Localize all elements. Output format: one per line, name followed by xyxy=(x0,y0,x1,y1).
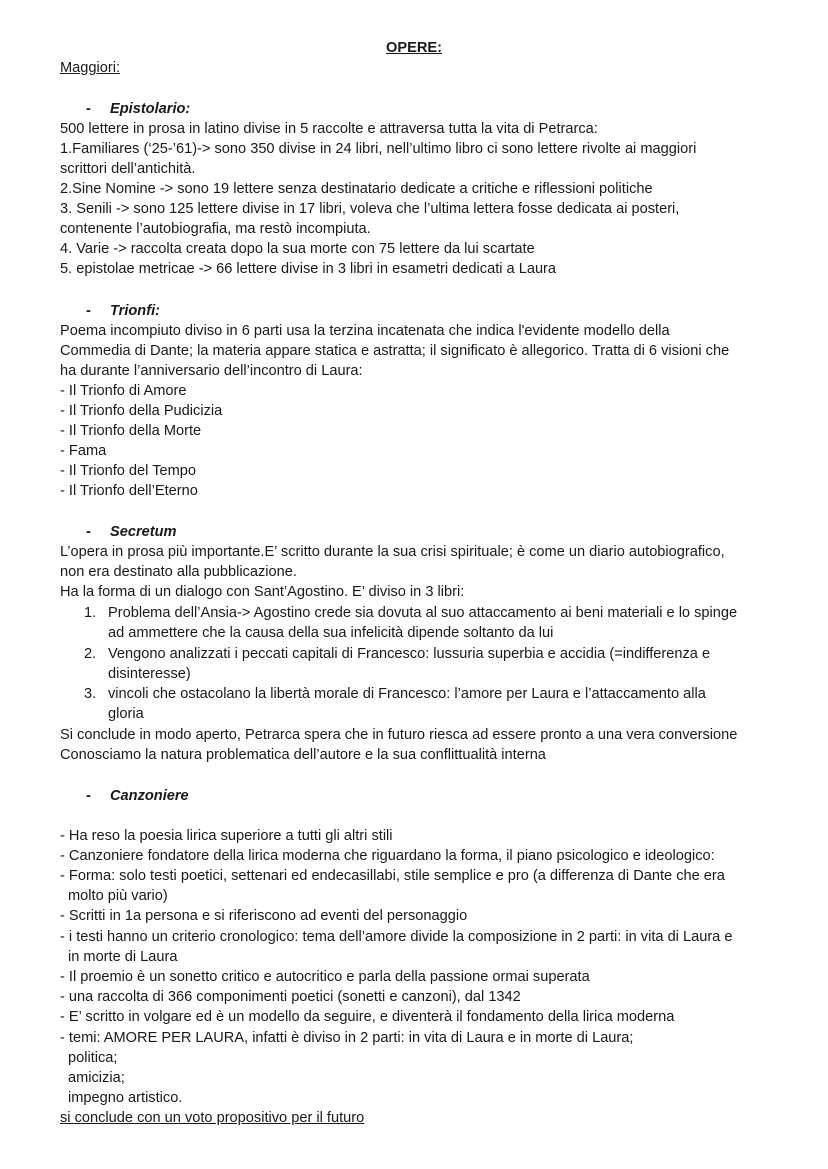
page-title: OPERE: xyxy=(386,40,442,56)
section-heading-canzoniere: - Canzoniere xyxy=(86,788,189,804)
numbered-item-continuation: disinteresse) xyxy=(108,666,191,682)
list-item-continuation: amicizia; xyxy=(68,1070,125,1086)
paragraph-line: 2.Sine Nomine -> sono 19 lettere senza destinatario dedicate a critiche e riflessioni politiche xyxy=(60,181,653,197)
list-item: - i testi hanno un criterio cronologico: tema dell’amore divide la composizione in 2 parti: in vita di Laura e xyxy=(60,929,733,945)
numbered-item: 3. vincoli che ostacolano la libertà morale di Francesco: l’amore per Laura e l’attaccamento alla xyxy=(84,686,706,702)
list-item-continuation: in morte di Laura xyxy=(68,949,178,965)
numbered-item: 2. Vengono analizzati i peccati capitali di Francesco: lussuria superbia e accidia (=indifferenza e xyxy=(84,646,711,662)
paragraph-line: non era destinato alla pubblicazione. xyxy=(60,564,297,580)
section-heading-epistolario: - Epistolario: xyxy=(86,101,191,117)
paragraph-line: Commedia di Dante; la materia appare statica e astratta; il significato è allegorico. Tratta di 6 visioni che xyxy=(60,343,730,359)
section-heading-trionfi: - Trionfi: xyxy=(86,303,160,319)
section-heading-secretum: - Secretum xyxy=(86,524,177,540)
list-item: - Il Trionfo di Amore xyxy=(60,383,187,399)
paragraph-line: contenente l’autobiografia, ma restò incompiuta. xyxy=(60,221,371,237)
closing-line: si conclude con un voto propositivo per il futuro xyxy=(60,1110,365,1126)
page-subtitle: Maggiori: xyxy=(60,60,121,76)
list-item: - Canzoniere fondatore della lirica moderna che riguardano la forma, il piano psicologico e ideologico: xyxy=(60,848,715,864)
list-item: - Ha reso la poesia lirica superiore a tutti gli altri stili xyxy=(60,828,393,844)
list-item: - Il proemio è un sonetto critico e autocritico e parla della passione ormai superata xyxy=(60,969,590,985)
list-item: - temi: AMORE PER LAURA, infatti è diviso in 2 parti: in vita di Laura e in morte di Laura; xyxy=(60,1030,634,1046)
paragraph-line: 4. Varie -> raccolta creata dopo la sua morte con 75 lettere da lui scartate xyxy=(60,241,535,257)
list-item: - E’ scritto in volgare ed è un modello da seguire, e diventerà il fondamento della lirica moderna xyxy=(60,1009,675,1025)
paragraph-line: Ha la forma di un dialogo con Sant’Agostino. E’ diviso in 3 libri: xyxy=(60,584,465,600)
paragraph-line: Si conclude in modo aperto, Petrarca spera che in futuro riesca ad essere pronto a una vera conversione xyxy=(60,727,738,743)
paragraph-line: 1.Familiares (‘25-’61)-> sono 350 divise in 24 libri, nell’ultimo libro ci sono lettere rivolte ai maggiori xyxy=(60,141,697,157)
list-item: - Forma: solo testi poetici, settenari ed endecasillabi, stile semplice e pro (a differenza di Dante che era xyxy=(60,868,725,884)
paragraph-line: Conosciamo la natura problematica dell’autore e la sua conflittualità interna xyxy=(60,747,546,763)
paragraph-line: 5. epistolae metricae -> 66 lettere divise in 3 libri in esametri dedicati a Laura xyxy=(60,261,557,277)
paragraph-line: scrittori dell’antichità. xyxy=(60,161,196,177)
list-item: - Il Trionfo dell’Eterno xyxy=(60,483,198,499)
list-item: - Il Trionfo del Tempo xyxy=(60,463,197,479)
numbered-item-continuation: ad ammettere che la causa della sua infelicità dipende soltanto da lui xyxy=(108,625,554,641)
list-item: - una raccolta di 366 componimenti poetici (sonetti e canzoni), dal 1342 xyxy=(60,989,521,1005)
list-item: - Il Trionfo della Morte xyxy=(60,423,202,439)
paragraph-line: Poema incompiuto diviso in 6 parti usa la terzina incatenata che indica l'evidente modello della xyxy=(60,323,670,339)
list-item: - Scritti in 1a persona e si riferiscono ad eventi del personaggio xyxy=(60,908,468,924)
paragraph-line: L’opera in prosa più importante.E’ scritto durante la sua crisi spirituale; è come un diario autobiografico, xyxy=(60,544,725,560)
numbered-item-continuation: gloria xyxy=(108,706,144,722)
list-item-continuation: politica; xyxy=(68,1050,118,1066)
paragraph-line: 3. Senili -> sono 125 lettere divise in 17 libri, voleva che l’ultima lettera fosse dedicata ai posteri, xyxy=(60,201,680,217)
list-item-continuation: impegno artistico. xyxy=(68,1090,183,1106)
paragraph-line: 500 lettere in prosa in latino divise in 5 raccolte e attraversa tutta la vita di Petrarca: xyxy=(60,121,598,137)
paragraph-line: ha durante l’anniversario dell’incontro di Laura: xyxy=(60,363,363,379)
numbered-item: 1. Problema dell’Ansia-> Agostino crede sia dovuta al suo attaccamento ai beni materiali e lo spinge xyxy=(84,605,738,621)
list-item: - Il Trionfo della Pudicizia xyxy=(60,403,223,419)
list-item-continuation: molto più vario) xyxy=(68,888,168,904)
list-item: - Fama xyxy=(60,443,107,459)
